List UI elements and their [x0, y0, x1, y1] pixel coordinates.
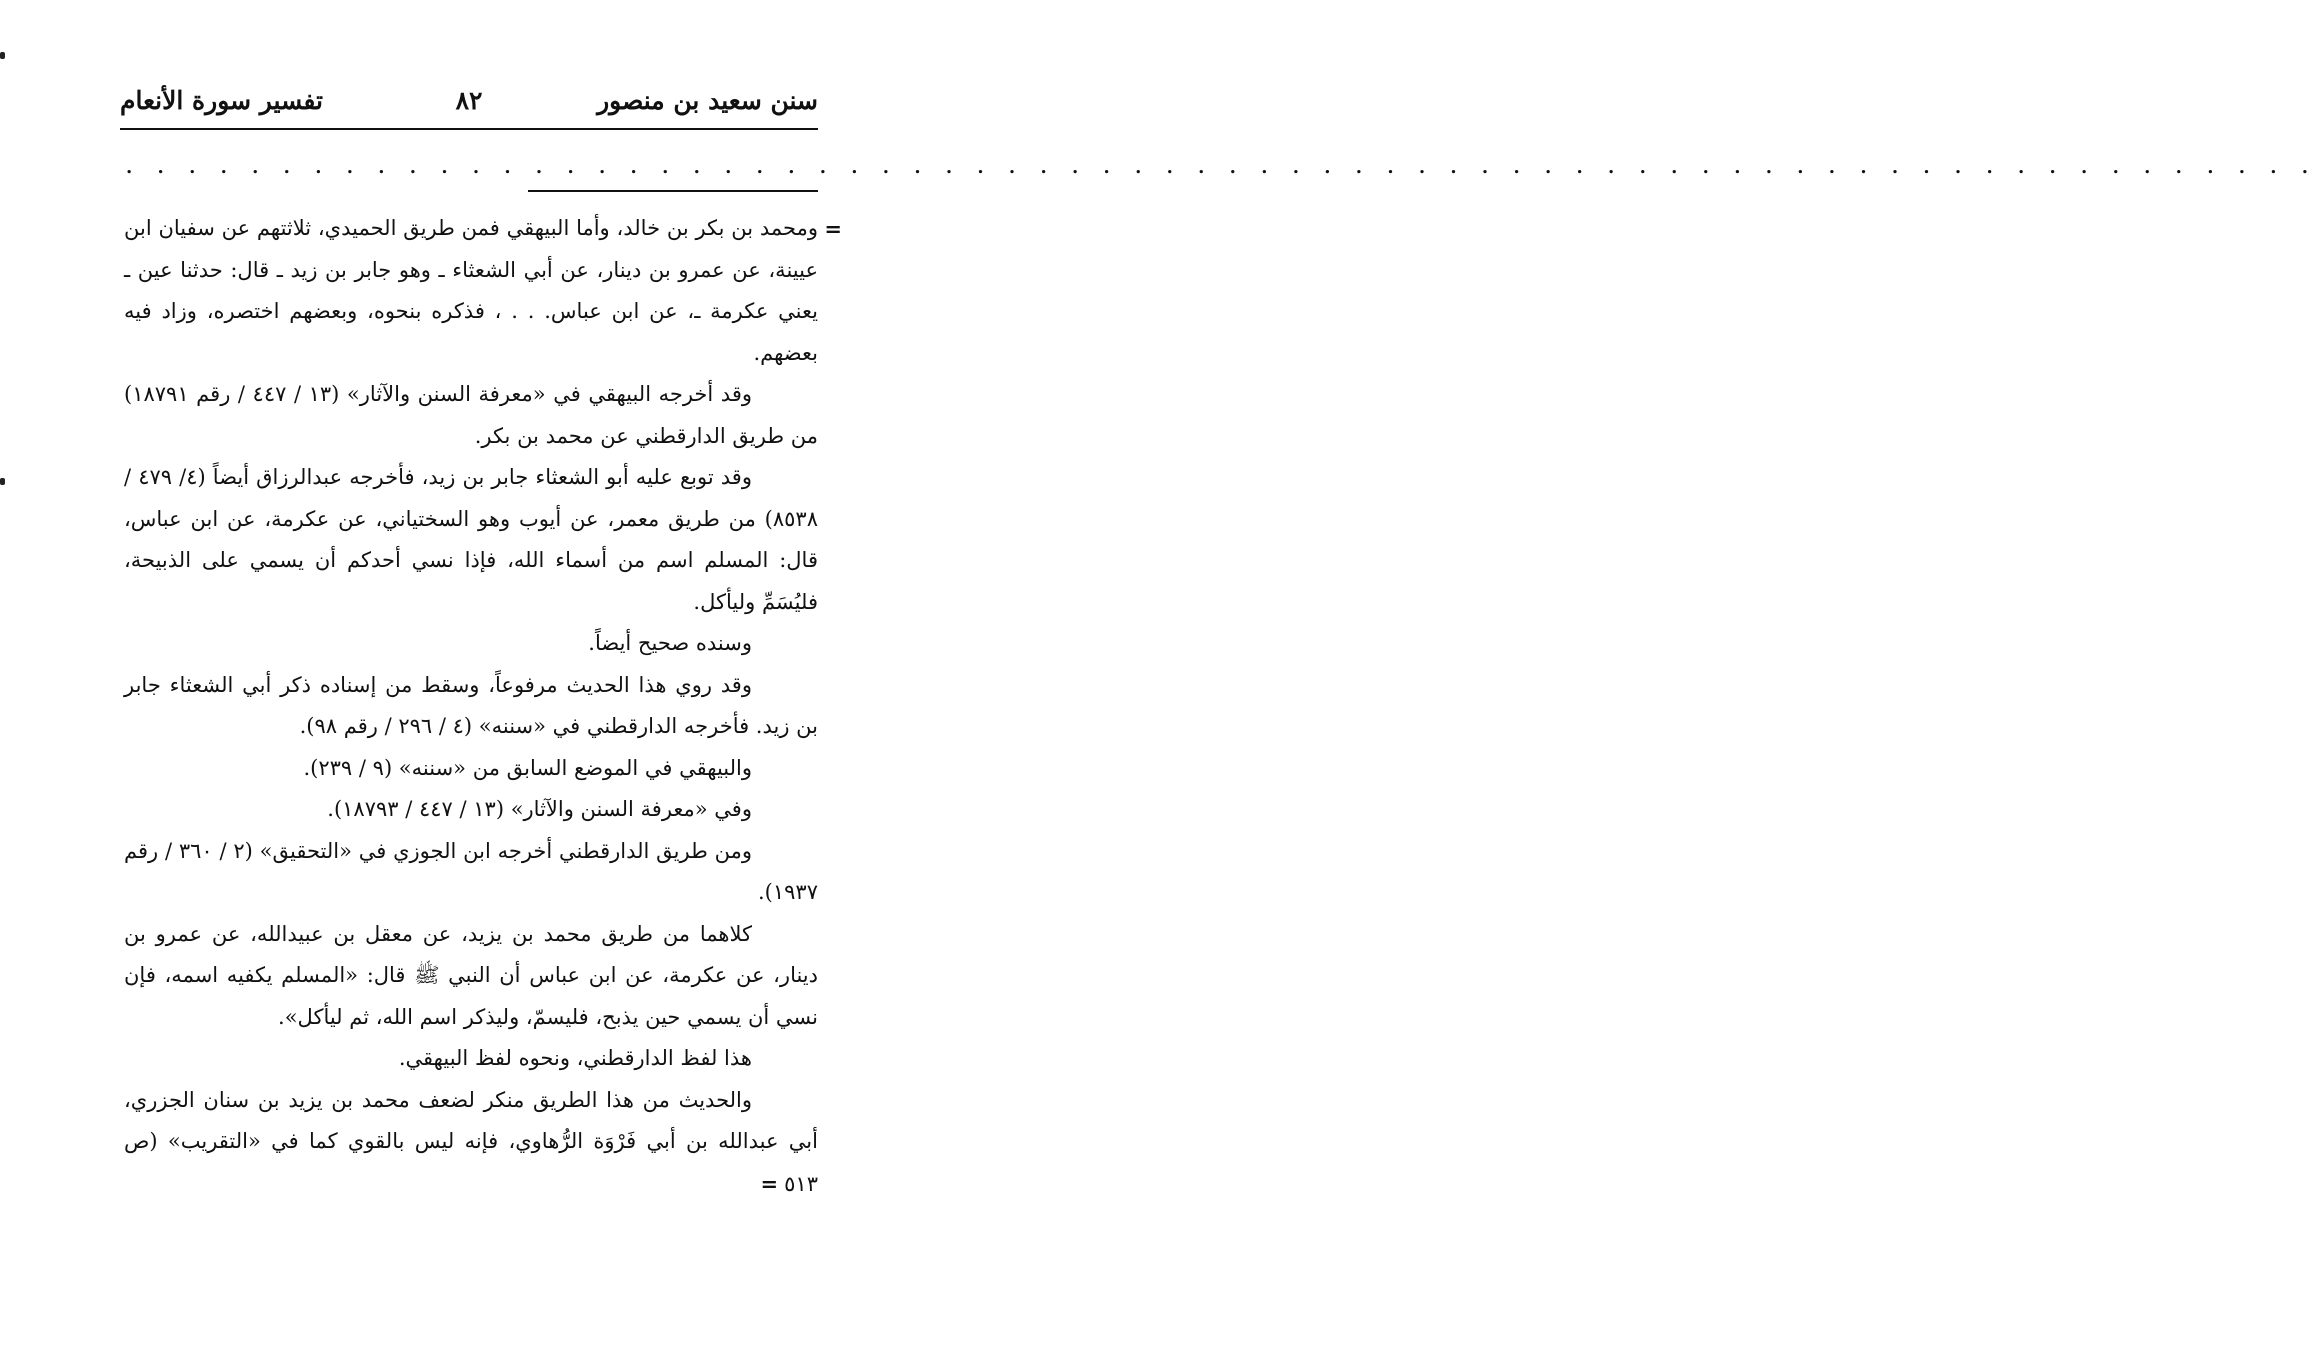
paragraph-3: وقد توبع عليه أبو الشعثاء جابر بن زيد، فأخرجه عبدالرزاق أيضاً (٤/ ٤٧٩ / ٨٥٣٨) من طريق معمر، عن أيوب وهو السختياني، عن عكرمة، عن ابن عباس، قال: المسلم اسم من أسماء الله، فإذا نسي أحدكم أن يسمي على الذبيحة، فليُسَمِّ وليأكل.	[124, 465, 818, 614]
section-title: تفسير سورة الأنعام	[120, 86, 324, 115]
footnote-rule	[528, 190, 818, 192]
paragraph-4: وسنده صحيح أيضاً.	[588, 631, 752, 655]
paragraph-8: ومن طريق الدارقطني أخرجه ابن الجوزي في «التحقيق» (٢ / ٣٦٠ / رقم ١٩٣٧).	[124, 838, 818, 904]
page-header	[120, 80, 818, 130]
paragraph-9: كلاهما من طريق محمد بن يزيد، عن معقل بن عبيدالله، عن عمرو بن دينار، عن عكرمة، عن ابن عباس أن النبي ﷺ قال: «المسلم يكفيه اسمه، فإن نسي أن يسمي حين يذبح، فليسمّ، وليذكر اسم الله، ثم ليأكل».	[124, 921, 818, 1029]
paragraph-11	[124, 1080, 818, 1206]
paragraph-1	[124, 208, 842, 374]
paragraph-7: وفي «معرفة السنن والآثار» (١٣ / ٤٤٧ / ١٨٧٩٣).	[327, 797, 752, 821]
header-rule	[120, 128, 818, 130]
paragraph-6: والبيهقي في الموضع السابق من «سننه» (٩ / ٢٣٩).	[303, 755, 752, 780]
end-continuation-mark: =	[760, 1170, 779, 1196]
paragraph-10: هذا لفظ الدارقطني، ونحوه لفظ البيهقي.	[398, 1046, 752, 1070]
paragraph-5: وقد روي هذا الحديث مرفوعاً، وسقط من إسناده ذكر أبي الشعثاء جابر بن زيد. فأخرجه الدارقطني في «سننه» (٤ / ٢٩٦ / رقم ٩٨).	[124, 672, 818, 738]
paragraph-11-text: والحديث من هذا الطريق منكر لضعف محمد بن يزيد بن سنان الجزري، أبي عبدالله بن أبي فَرْوَة الرُّهاوي، فإنه ليس بالقوي كما في «التقريب» (ص ٥١٣	[124, 1087, 818, 1196]
continuation-mark: =	[824, 216, 842, 241]
dotted-divider: . . . . . . . . . . . . . . . . . . . . . . . . . . . . . . . . . . . . . . . . . . . . . . . . . . . . . . . . . . . . . . . . . . . . . .	[126, 157, 2318, 178]
book-title: سنن سعيد بن منصور	[597, 86, 818, 115]
paragraph-2: وقد أخرجه البيهقي في «معرفة السنن والآثار» (١٣ / ٤٤٧ / رقم ١٨٧٩١) من طريق الدارقطني عن محمد بن بكر.	[124, 382, 818, 448]
left-margin-mark-middle	[0, 478, 5, 485]
paragraph-1-text: ومحمد بن بكر بن خالد، وأما البيهقي فمن طريق الحميدي، ثلاثتهم عن سفيان ابن عيينة، عن عمرو بن دينار، عن أبي الشعثاء ـ وهو جابر بن زيد ـ قال: حدثنا عين ـ يعني عكرمة ـ، عن ابن عباس. . . ، فذكره بنحوه، وبعضهم اختصره، وزاد فيه بعضهم.	[124, 216, 818, 365]
footnote-text	[124, 208, 842, 1205]
left-margin-mark-top	[0, 52, 5, 59]
page-number: ٨٢	[455, 86, 483, 115]
